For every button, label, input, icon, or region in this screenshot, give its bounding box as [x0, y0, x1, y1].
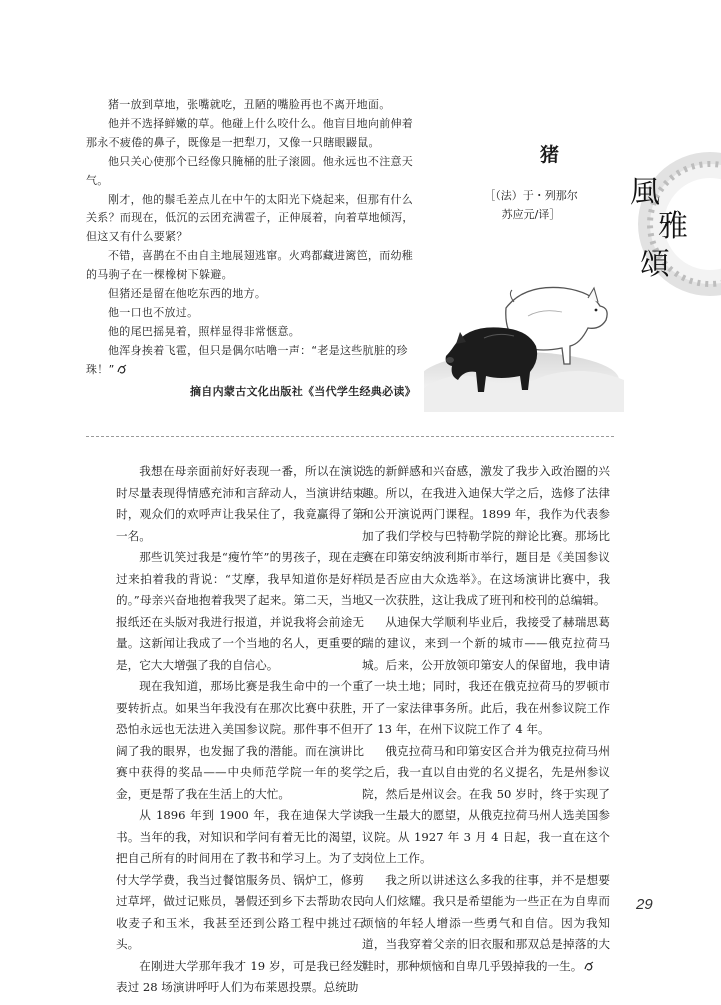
poem-paragraph: 他只关心使那个已经像只腌桶的肚子滚圆。他永远也不注意天气。: [86, 154, 414, 187]
translator-line: 苏应元/译］: [501, 208, 561, 221]
essay-paragraph: 从迪保大学顺利毕业后，我接受了赫瑞思葛瑞的建议，来到一个新的城市——俄克拉荷马城。后来，公开放领印第安人的保留地，我申请了一块土地；同时，我还在俄克拉荷马的罗顿市开了一家法律事务所。此后，我在州参议院工作了 13 年，在州下议院工作了 4 年。: [362, 614, 610, 736]
badge-char: 雅: [658, 209, 688, 244]
poem-paragraph: 他的尾巴摇晃着，照样显得非常惬意。: [108, 324, 301, 338]
badge-char: 風: [630, 175, 660, 210]
end-mark-icon: [117, 364, 128, 374]
essay-paragraph-text: 我之所以讲述这么多我的往事，并不是想要向人们炫耀。我只是希望能为一些正在为自卑而烦恼的年轻人增添一些勇气和自信。因为我知道，当我穿着父亲的旧衣服和那双总是掉落的大鞋时，那种烦恼和自卑几乎毁掉我的一生。: [362, 872, 610, 973]
poem-paragraph: 但猪还是留在他吃东西的地方。: [108, 287, 267, 301]
section-divider: [86, 436, 614, 437]
poem-paragraph: 刚才，他的鬃毛差点儿在中午的太阳光下烧起来，但那有什么关系？而现在，低沉的云团充满雹子，正伸展着，向着草地倾泻，但这又有什么要紧？: [86, 192, 414, 244]
poem-block: [86, 96, 416, 402]
essay-paragraph: 从 1896 年到 1900 年，我在迪保大学读书。当年的我，对知识和学问有着无比的渴望，把自己所有的时间用在了教书和学习上。为了支付大学学费，我当过餐馆服务员、锅炉工，修剪过草坪，做过记账员，暑假还到乡下去帮助农民收麦子和玉米，我甚至还到公路工程中挑过石头。: [116, 808, 364, 951]
column-badge: [618, 150, 721, 300]
article-title: 猪: [540, 144, 561, 166]
end-mark-icon: [584, 961, 595, 971]
author-block: [456, 186, 606, 224]
page-number: 29: [636, 896, 653, 913]
essay-paragraph: 那些讥笑过我是“瘦竹竿”的男孩子，现在走过来拍着我的背说：“艾摩，我早知道你是好样的。”母亲兴奋地抱着我哭了起来。第二天，当地报纸还在头版对我进行报道，并说我将会前途无量。这新闻让我成了一个当地的名人，更重要的是，它大大增强了我的自信心。: [116, 550, 364, 672]
poem-paragraph: 猪一放到草地，张嘴就吃，丑陋的嘴脸再也不离开地面。: [108, 98, 391, 111]
poem-paragraph: 不错，喜鹊在不由自主地展翅逃窜。火鸡都藏进篱笆，而幼稚的马驹子在一棵橡树下躲避。: [86, 249, 414, 282]
essay-paragraph: 我想在母亲面前好好表现一番，所以在演说时尽量表现得情感充沛和言辞动人，当演讲结束时，观众们的欢呼声让我呆住了，我竟赢得了第一名。: [116, 464, 364, 543]
essay-last-paragraph: [362, 870, 610, 978]
poem-last-paragraph: [86, 342, 416, 380]
essay-left-column: [116, 461, 364, 999]
essay-paragraph: 俄克拉荷马和印第安区合并为俄克拉荷马州之后，我一直以自由党的名义提名，先是州参议院，然后是州议会。在我 50 岁时，终于实现了我一生最大的愿望，从俄克拉荷马州人选美国参议院。从 1927 年 3 月 4 日起，我一直在这个岗位上工作。: [362, 743, 610, 865]
poem-source: 摘自内蒙古文化出版社《当代学生经典必读》: [190, 384, 416, 398]
pig-illustration: [424, 268, 624, 412]
badge-char: 頌: [640, 247, 670, 282]
poem-paragraph: 他一口也不放过。: [108, 305, 199, 319]
poem-paragraph: 他并不选择鲜嫩的草。他碰上什么咬什么。他盲目地向前伸着那永不疲倦的鼻子，既像是一把犁刀，又像一只瞎眼鼹鼠。: [86, 116, 414, 149]
essay-paragraph: 选的新鲜感和兴奋感，激发了我步入政治圈的兴趣。所以，在我进入迪保大学之后，选修了法律和公开演说两门课程。1899 年，我作为代表参加了我们学校与巴特勒学院的辩论比赛。那场比赛在印第安纳波利斯市举行，题目是《美国参议员是否应由大众选举》。在这场演讲比赛中，我又一次获胜，这让我成了班刊和校刊的总编辑。: [362, 464, 610, 607]
author-line: ［（法）于・列那尔: [484, 189, 578, 202]
poem-paragraph-text: 他浑身挨着飞雹，但只是偶尔咕噜一声：“老是这些肮脏的珍珠！”: [86, 343, 408, 376]
essay-paragraph: 在刚进大学那年我才 19 岁，可是我已经发表过 28 场演讲呼吁人们为布莱恩投票。总统助: [116, 958, 364, 994]
essay-right-column: [362, 461, 610, 977]
essay-paragraph: 现在我知道，那场比赛是我生命中的一个重要转折点。如果当年我没有在那次比赛中获胜，恐怕永远也无法进入美国参议院。那件事不但开阔了我的眼界，也发掘了我的潜能。而在演讲比赛中获得的奖品——中央师范学院一年的奖学金，更是帮了我在生活上的大忙。: [116, 679, 364, 801]
